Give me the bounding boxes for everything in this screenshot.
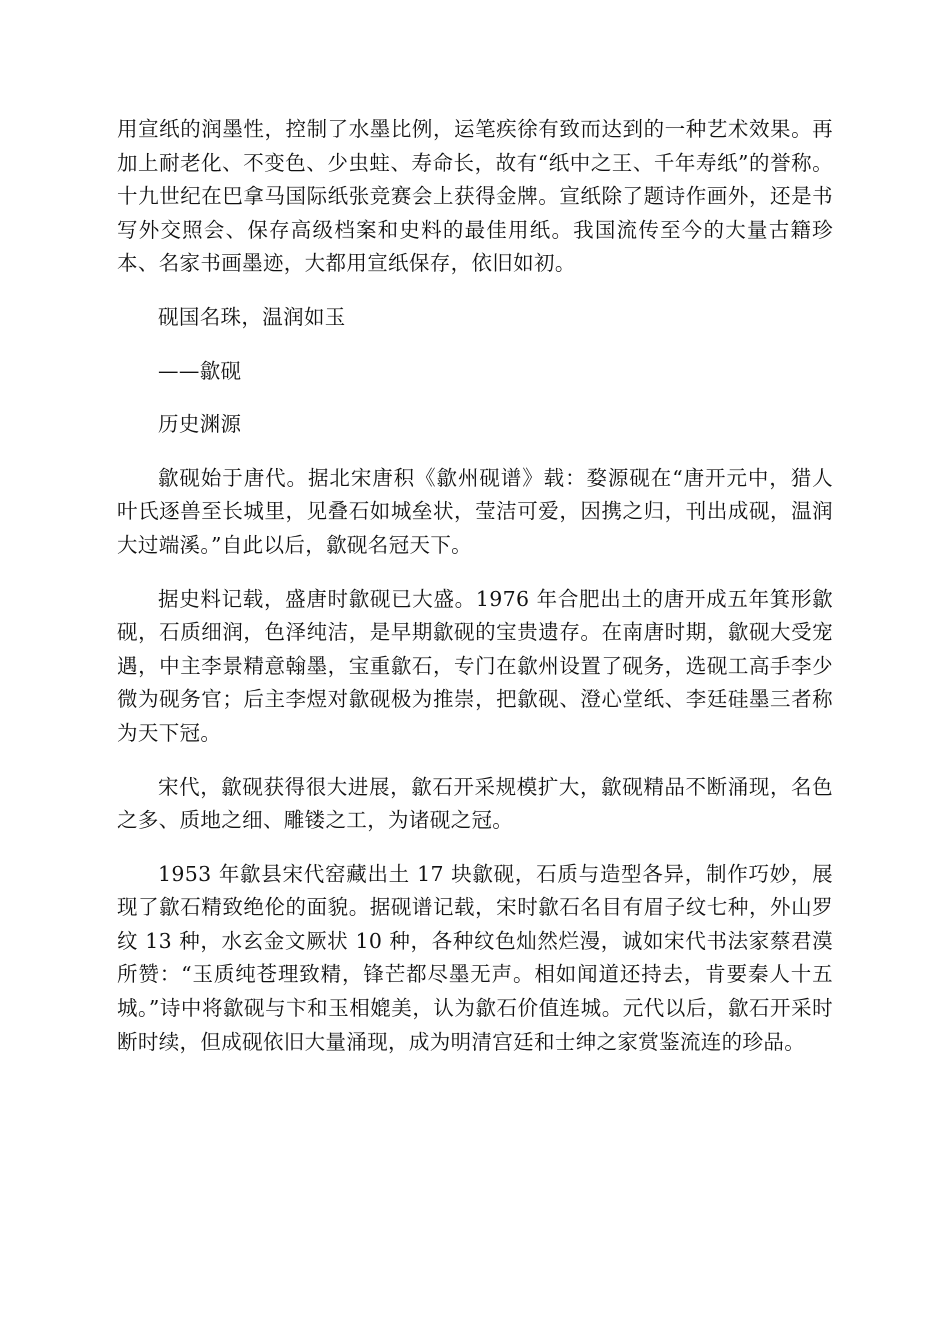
subsection-heading: 历史渊源	[158, 412, 242, 437]
paragraph-tang-dynasty: 据史料记载，盛唐时歙砚已大盛。1976 年合肥出土的唐开成五年箕形歙砚，石质细润，色泽纯洁，是早期歙砚的宝贵遗存。在南唐时期，歙砚大受宠遇，中主李景精意翰墨，宝重歙石，专门在歙州设置了砚务，选砚工高手李少微为砚务官；后主李煜对歙砚极为推崇，把歙砚、澄心堂纸、李廷硅墨三者称为天下冠。	[117, 586, 833, 745]
section-title: 砚国名珠，温润如玉	[158, 304, 346, 329]
paragraph-origin: 歙砚始于唐代。据北宋唐积《歙州砚谱》载：婺源砚在“唐开元中，猎人叶氏逐兽至长城里，见叠石如城垒状，莹洁可爱，因携之归，刊出成砚，温润大过端溪。”自此以后，歙砚名冠天下。	[117, 465, 833, 557]
paragraph-1953-excavation: 1953 年歙县宋代窑藏出土 17 块歙砚，石质与造型各异，制作巧妙，展现了歙石精致绝伦的面貌。据砚谱记载，宋时歙石名目有眉子纹七种，外山罗纹 13 种，水玄金文厥状 10 种，各种纹色灿然烂漫，诚如宋代书法家蔡君漠所赞：“玉质纯苍理致精，锋芒都尽墨无声。相如闻道还持去，肯要秦人十五城。”诗中将歙砚与卞和玉相媲美，认为歙石价值连城。元代以后，歙石开采时断时续，但成砚依旧大量涌现，成为明清宫廷和士绅之家赏鉴流连的珍品。	[117, 861, 833, 1054]
section-subtitle: ——歙砚	[158, 358, 242, 383]
document-page	[117, 113, 833, 1059]
paragraph-xuan-paper-continued: 用宣纸的润墨性，控制了水墨比例，运笔疾徐有致而达到的一种艺术效果。再加上耐老化、不变色、少虫蛀、寿命长，故有“纸中之王、千年寿纸”的誉称。十九世纪在巴拿马国际纸张竞赛会上获得金牌。宣纸除了题诗作画外，还是书写外交照会、保存高级档案和史料的最佳用纸。我国流传至今的大量古籍珍本、名家书画墨迹，大都用宣纸保存，依旧如初。	[117, 117, 833, 276]
paragraph-song-dynasty: 宋代，歙砚获得很大进展，歙石开采规模扩大，歙砚精品不断涌现，名色之多、质地之细、雕镂之工，为诸砚之冠。	[117, 774, 833, 833]
